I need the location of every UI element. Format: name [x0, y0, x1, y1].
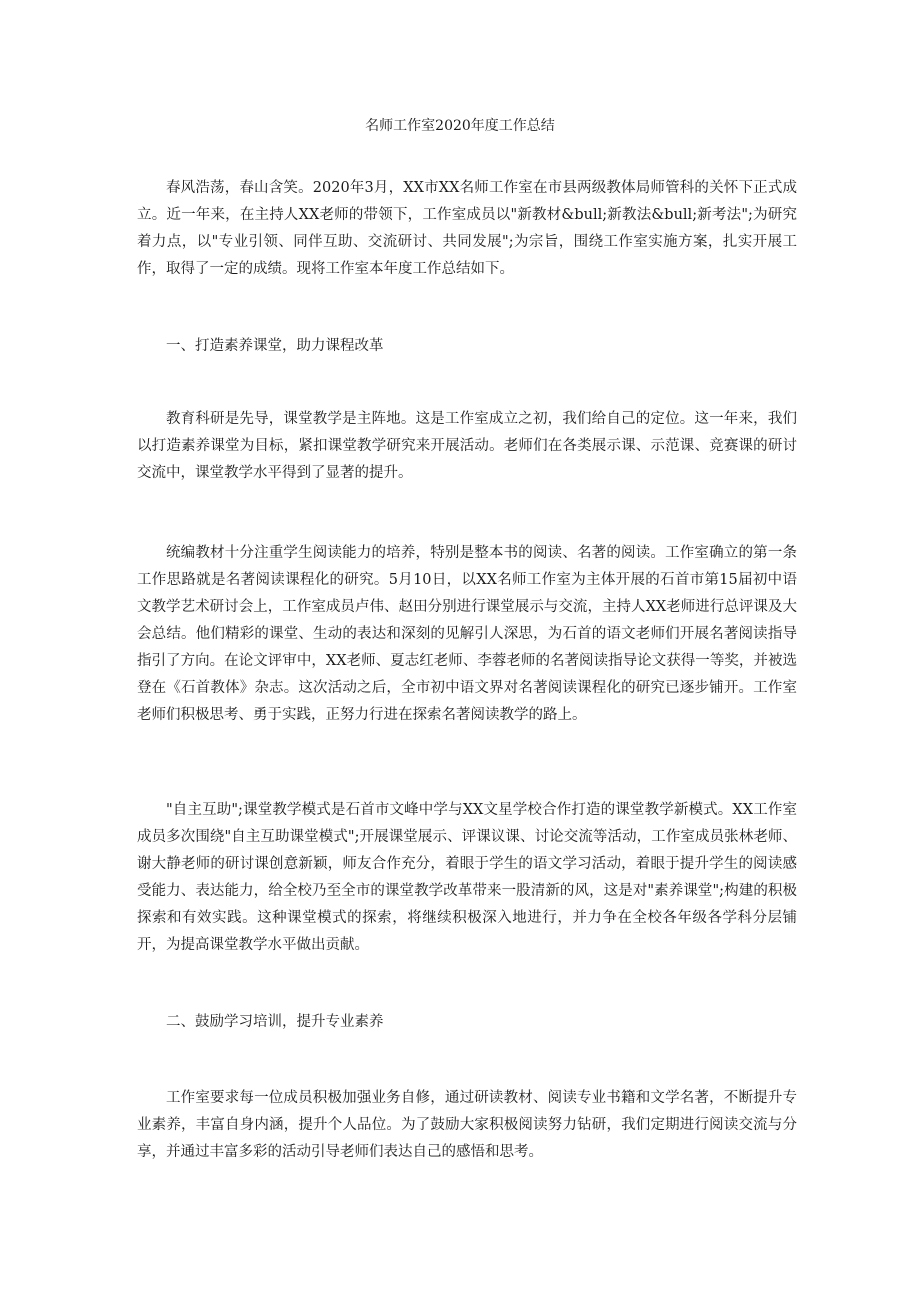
- section-1-paragraph-3: "自主互助";课堂教学模式是石首市文峰中学与XX文星学校合作打造的课堂教学新模式。XX工作室成员多次围绕"自主互助课堂模式";开展课堂展示、评课议课、讨论交流等活动，工作室成员张林老师、谢大静老师的研讨课创意新颖，师友合作充分，着眼于学生的语文学习活动，着眼于提升学生的阅读感受能力、表达能力，给全校乃至全市的课堂教学改革带来一股清新的风，这是对"素养课堂";构建的积极探索和有效实践。这种课堂模式的探索，将继续积极深入地进行，并力争在全校各年级各学科分层铺开，为提高课堂教学水平做出贡献。: [137, 802, 797, 953]
- section-2-heading: 二、鼓励学习培训，提升专业素养: [166, 1014, 384, 1030]
- intro-paragraph: 春风浩荡，春山含笑。2020年3月，XX市XX名师工作室在市县两级教体局师管科的关怀下正式成立。近一年来，在主持人XX老师的带领下，工作室成员以"新教材&bull;新教法&bull;新考法";为研究着力点，以"专业引领、同伴互助、交流研讨、共同发展";为宗旨，围绕工作室实施方案，扎实开展工作，取得了一定的成绩。现将工作室本年度工作总结如下。: [137, 180, 797, 277]
- section-1-heading: 一、打造素养课堂，助力课程改革: [166, 338, 384, 354]
- section-2-paragraph-1: 工作室要求每一位成员积极加强业务自修，通过研读教材、阅读专业书籍和文学名著，不断提升专业素养，丰富自身内涵，提升个人品位。为了鼓励大家积极阅读努力钻研，我们定期进行阅读交流与分享，并通过丰富多彩的活动引导老师们表达自己的感悟和思考。: [137, 1090, 797, 1160]
- section-1-paragraph-1: 教育科研是先导，课堂教学是主阵地。这是工作室成立之初，我们给自己的定位。这一年来，我们以打造素养课堂为目标，紧扣课堂教学研究来开展活动。老师们在各类展示课、示范课、竞赛课的研讨交流中，课堂教学水平得到了显著的提升。: [137, 411, 797, 481]
- section-1-paragraph-2: 统编教材十分注重学生阅读能力的培养，特别是整本书的阅读、名著的阅读。工作室确立的第一条工作思路就是名著阅读课程化的研究。5月10日，以XX名师工作室为主体开展的石首市第15届初中语文教学艺术研讨会上，工作室成员卢伟、赵田分别进行课堂展示与交流，主持人XX老师进行总评课及大会总结。他们精彩的课堂、生动的表达和深刻的见解引人深思，为石首的语文老师们开展名著阅读指导指引了方向。在论文评审中，XX老师、夏志红老师、李蓉老师的名著阅读指导论文获得一等奖，并被选登在《石首教体》杂志。这次活动之后，全市初中语文界对名著阅读课程化的研究已逐步铺开。工作室老师们积极思考、勇于实践，正努力行进在探索名著阅读教学的路上。: [137, 545, 797, 723]
- document-title: 名师工作室2020年度工作总结: [365, 118, 555, 134]
